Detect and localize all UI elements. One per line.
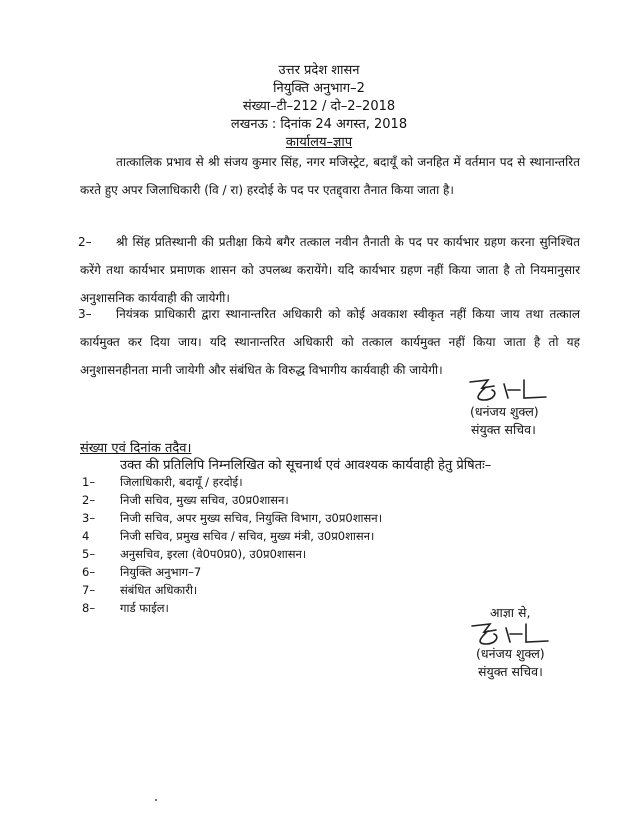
list-item: 3– निजी सचिव, अपर मुख्य सचिव, नियुक्ति विभाग, उ0प्र0शासन। xyxy=(82,511,383,525)
paragraph-2-number: 2– xyxy=(78,235,92,249)
copy-reference-heading: संख्या एवं दिनांक तदैव। xyxy=(80,441,192,456)
paragraph-3-number: 3– xyxy=(78,307,92,321)
paragraph-1 xyxy=(80,148,580,204)
header-reference-number: संख्या–टी–212 / दो–2–2018 xyxy=(242,99,396,114)
paragraph-3-text: नियंत्रक प्राधिकारी द्वारा स्थानान्तरित अधिकारी को कोई अवकाश स्वीकृत नहीं किया जाय तथा तत्काल कार्यमुक्त कर दिया जाय। यदि स्थानान्तरित अधिकारी को तत्काल कार्यमुक्त नहीं किया जाता है तो यह अनुशासनहीनता मानी जायेगी और संबंधित के विरुद्ध विभागीय कार्यवाही की जायेगी। xyxy=(80,307,580,377)
paragraph-3 xyxy=(80,300,580,384)
header-section: नियुक्ति अनुभाग–2 xyxy=(273,81,365,96)
list-item: 8– गार्ड फाईल। xyxy=(82,601,169,615)
list-item: 2– निजी सचिव, मुख्य सचिव, उ0प्र0शासन। xyxy=(82,493,289,507)
signature-2-name: (धनंजय शुक्ल) xyxy=(476,646,545,661)
handwritten-signature-2 xyxy=(466,620,556,648)
signature-1-name: (धनंजय शुक्ल) xyxy=(470,404,539,419)
paragraph-2-text: श्री सिंह प्रतिस्थानी की प्रतीक्षा किये बगैर तत्काल नवीन तैनाती के पद पर कार्यभार ग्रहण करना सुनिश्चित करेंगे तथा कार्यभार प्रमाणक शासन को उपलब्ध करायेंगे। यदि कार्यभार ग्रहण नहीं किया जाता है तो नियमानुसार अनुशासनिक कार्यवाही की जायेगी। xyxy=(80,235,580,305)
list-item: 5– अनुसचिव, इरला (वे0प0प्र0), उ0प्र0शासन। xyxy=(82,547,307,561)
scan-speck xyxy=(155,799,157,801)
list-item: 6– नियुक्ति अनुभाग–7 xyxy=(82,565,202,579)
by-order-text: आज्ञा से, xyxy=(490,605,531,620)
list-item: 7– संबंधित अधिकारी। xyxy=(82,583,198,597)
paragraph-1-text: तात्कालिक प्रभाव से श्री संजय कुमार सिंह, नगर मजिस्ट्रेट, बदायूँ को जनहित में वर्तमान पद से स्थानान्तरित करते हुए अपर जिलाधिकारी (वि / रा) हरदोई के पद पर एतद्द्वारा तैनात किया जाता है। xyxy=(80,155,580,197)
header-government: उत्तर प्रदेश शासन xyxy=(278,63,360,78)
copy-forwarding-line: उक्त की प्रतिलिपि निम्नलिखित को सूचनार्थ एवं आवश्यक कार्यवाही हेतु प्रेषितः– xyxy=(120,458,492,473)
list-item: 1– जिलाधिकारी, बदायूँ / हरदोई। xyxy=(82,475,243,489)
signature-2-designation: संयुक्त सचिव। xyxy=(478,664,543,679)
handwritten-signature-1 xyxy=(464,376,554,404)
header-memo-title: कार्यालय–ज्ञाप xyxy=(285,135,353,150)
header-place-date: लखनऊ : दिनांक 24 अगस्त, 2018 xyxy=(230,117,408,132)
signature-1-designation: संयुक्त सचिव। xyxy=(471,422,536,437)
list-item: 4 निजी सचिव, प्रमुख सचिव / सचिव, मुख्य मंत्री, उ0प्र0शासन। xyxy=(82,529,375,543)
